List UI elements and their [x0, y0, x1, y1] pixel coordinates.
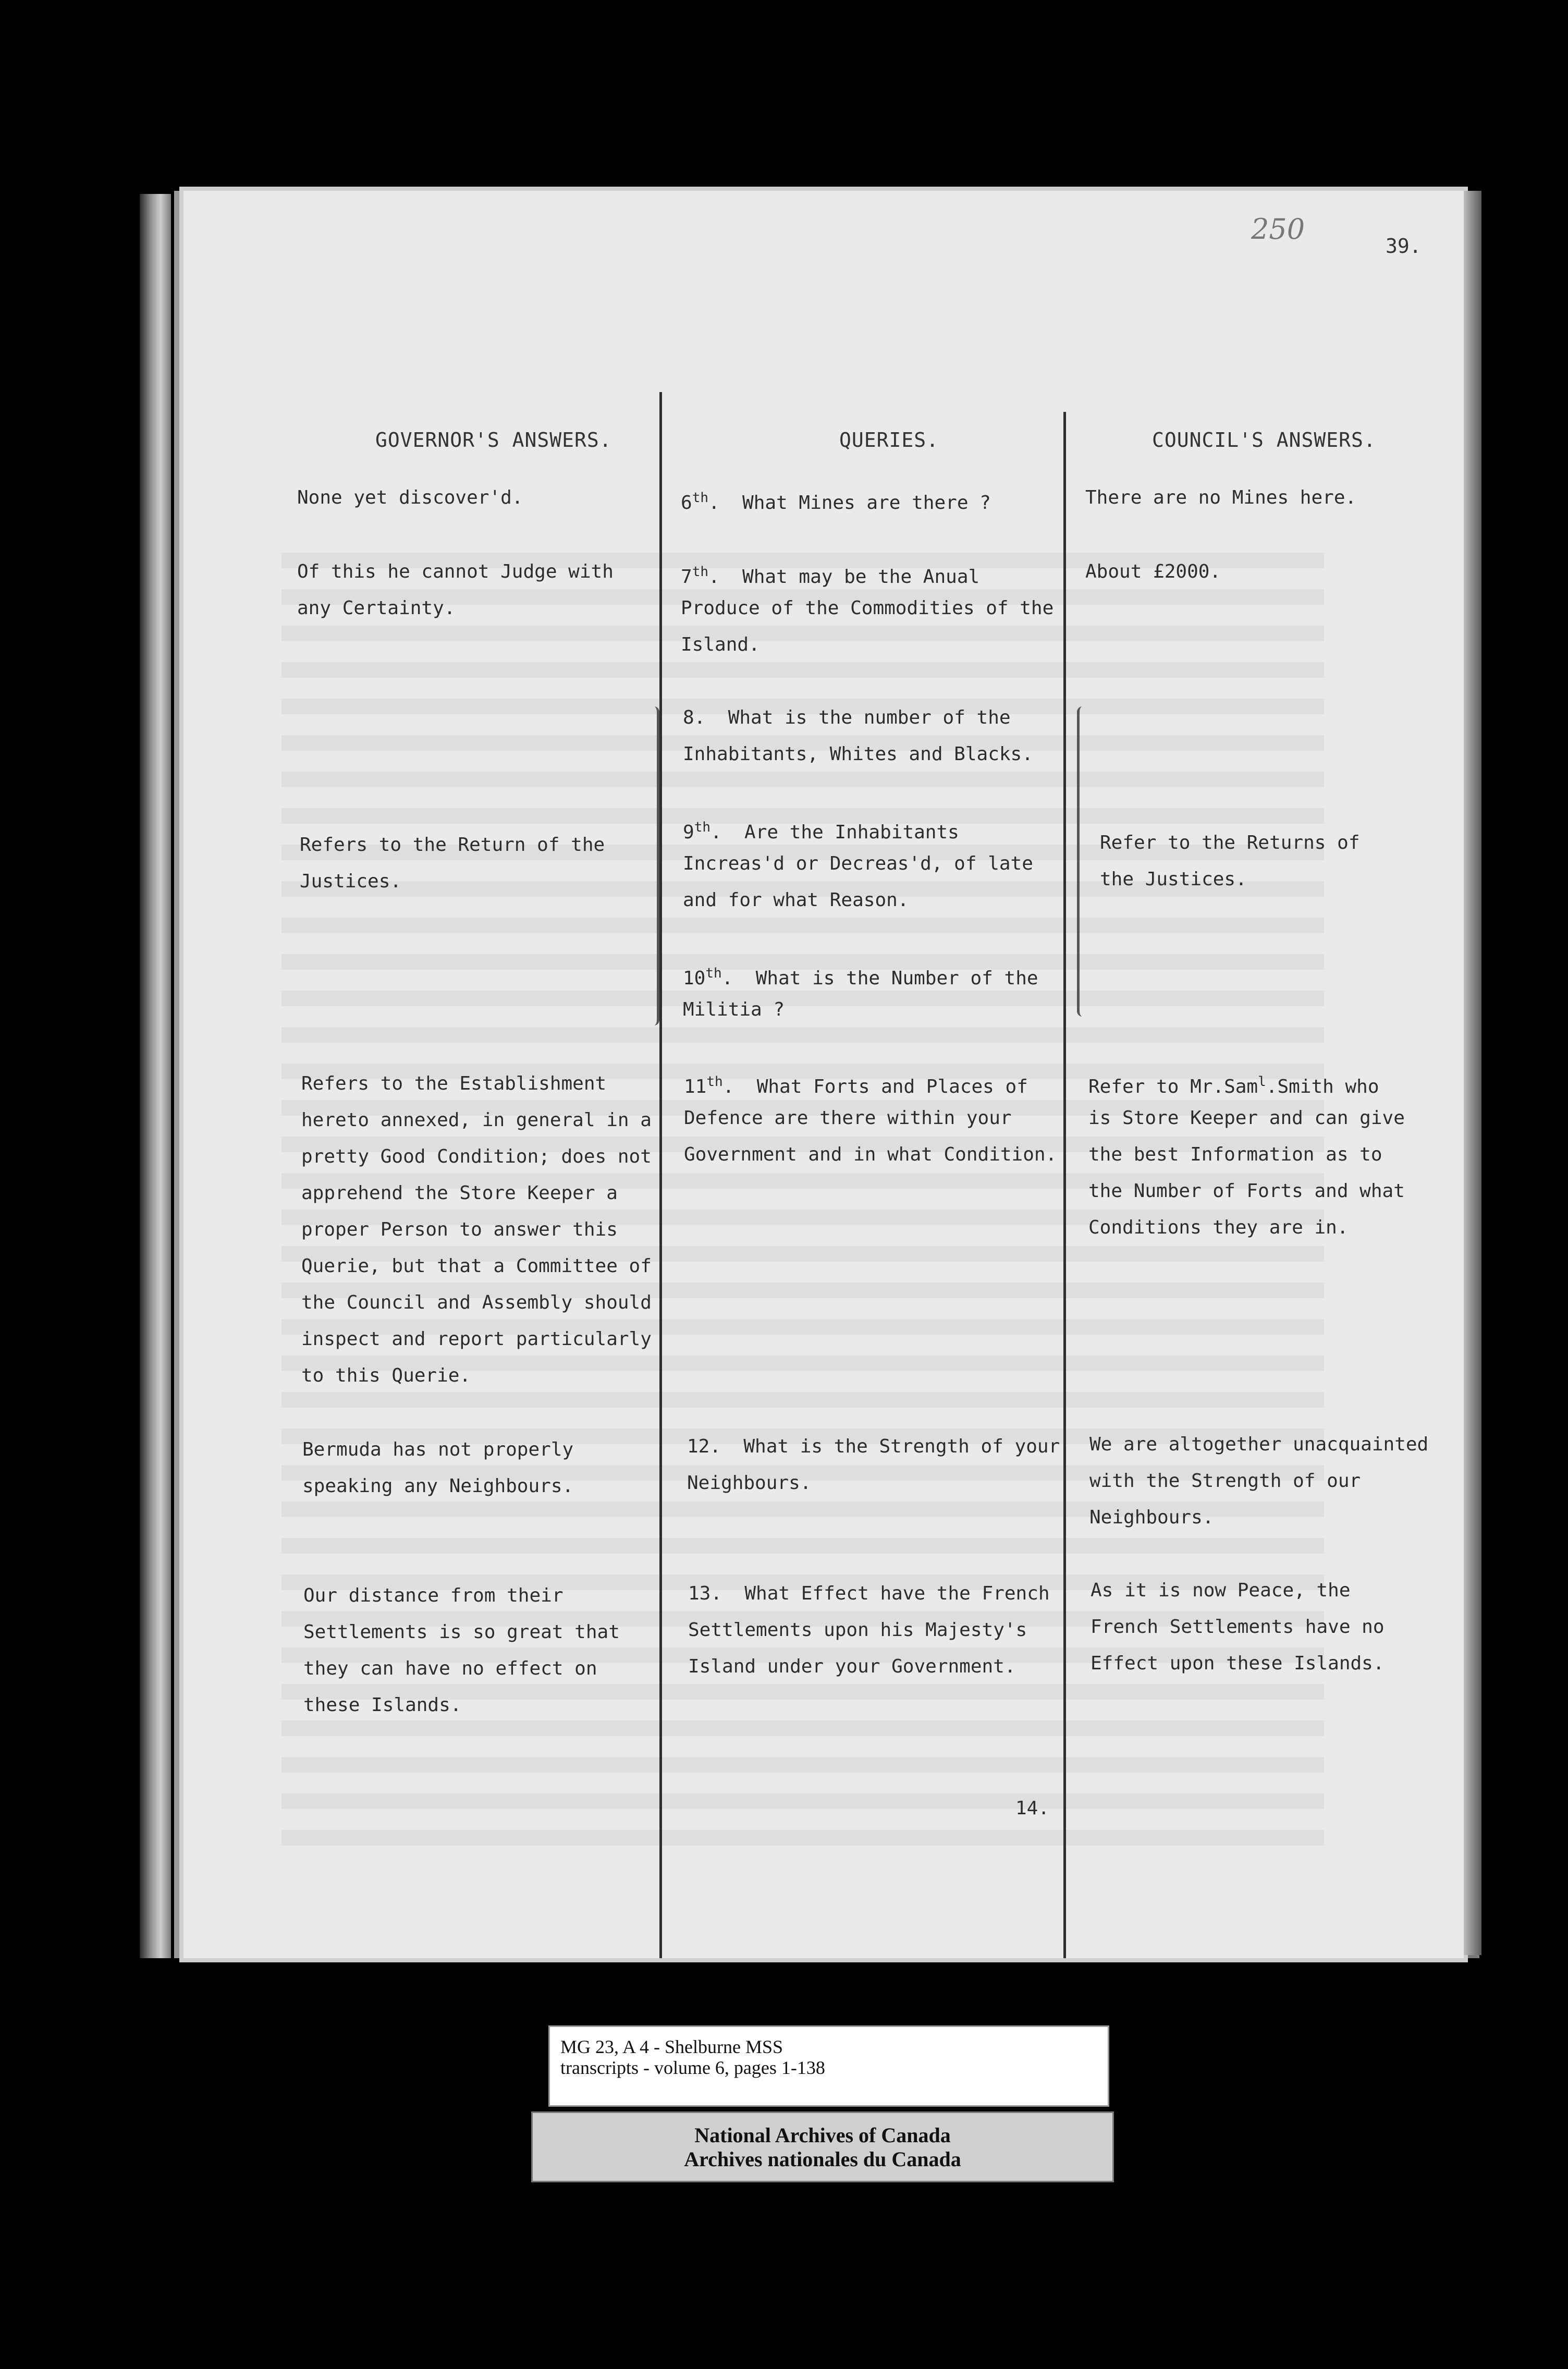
council-answer-forts-line: is Store Keeper and can give	[1088, 1107, 1405, 1129]
query-10-text: . What is the Number of the	[721, 968, 1038, 989]
council-answer-inhabitants-line: the Justices.	[1100, 869, 1247, 890]
query-11-number: 11	[684, 1076, 707, 1097]
query-7-text: . What may be the Anual	[708, 566, 980, 588]
council-answer-forts-line: Conditions they are in.	[1088, 1217, 1349, 1238]
governor-answer-forts-line: inspect and report particularly	[301, 1328, 652, 1350]
council-answer-produce: About £2000.	[1085, 561, 1221, 582]
governor-answer-inhabitants-line: Refers to the Return of the	[300, 834, 605, 856]
query-9-text: . Are the Inhabitants	[710, 822, 959, 843]
council-answer-inhabitants-line: Refer to the Returns of	[1100, 832, 1360, 853]
collection-label-line: transcripts - volume 6, pages 1-138	[560, 2057, 825, 2078]
governor-answer-forts-line: apprehend the Store Keeper a	[301, 1182, 618, 1204]
governor-answer-forts-line: Querie, but that a Committee of	[301, 1255, 652, 1277]
query-8-line: 8. What is the number of the	[683, 707, 1011, 728]
council-answer-forts-sup: l	[1258, 1074, 1266, 1090]
right-bracket-queries-8-10	[1077, 706, 1088, 1017]
council-answer-forts-line	[1088, 1064, 1379, 1105]
handwritten-folio-number: 250	[1251, 213, 1305, 246]
governor-answer-forts-line: pretty Good Condition; does not	[301, 1146, 652, 1167]
query-7-line: Island.	[681, 634, 760, 655]
governor-answer-neighbours-line: speaking any Neighbours.	[302, 1475, 574, 1497]
council-answer-mines: There are no Mines here.	[1085, 487, 1357, 508]
header-councils-answers: COUNCIL'S ANSWERS.	[1152, 429, 1376, 451]
archives-label-line: Archives nationales du Canada	[684, 2147, 961, 2171]
query-7	[681, 554, 979, 595]
query-12-line: 12. What is the Strength of your	[687, 1436, 1060, 1457]
council-answer-french-line: As it is now Peace, the	[1091, 1580, 1351, 1601]
governor-answer-forts-line: to this Querie.	[301, 1365, 471, 1386]
query-7-ordinal: th	[692, 564, 708, 580]
query-8-line: Inhabitants, Whites and Blacks.	[683, 743, 1033, 765]
query-13-line: Island under your Government.	[688, 1656, 1016, 1677]
council-answer-neighbours-line: We are altogether unacquainted	[1089, 1434, 1429, 1455]
council-answer-neighbours-line: with the Strength of our	[1089, 1470, 1361, 1492]
query-9-number: 9	[683, 822, 694, 843]
query-6-number: 6	[681, 492, 692, 514]
council-answer-forts-line: the Number of Forts and what	[1088, 1180, 1405, 1202]
query-9	[683, 809, 959, 851]
archives-label	[533, 2113, 1112, 2181]
query-11-text: . What Forts and Places of	[722, 1076, 1028, 1097]
query-6	[681, 480, 991, 521]
query-11	[684, 1064, 1028, 1105]
query-10-number: 10	[683, 968, 706, 989]
page-number: 39.	[1386, 235, 1422, 258]
governor-answer-forts-line: Refers to the Establishment	[301, 1073, 607, 1094]
page-edge	[1464, 191, 1481, 1955]
query-10	[683, 955, 1038, 997]
governor-answer-french-line: Settlements is so great that	[303, 1621, 620, 1643]
query-11-line: Government and in what Condition.	[684, 1144, 1057, 1165]
column-divider-left	[659, 392, 662, 1958]
governor-answer-produce-line: Of this he cannot Judge with	[297, 561, 614, 582]
query-13-line: 13. What Effect have the French	[688, 1583, 1050, 1604]
governor-answer-inhabitants-line: Justices.	[300, 871, 402, 892]
book-binding	[140, 194, 171, 1958]
query-10-line: Militia ?	[683, 999, 785, 1020]
query-11-ordinal: th	[706, 1074, 723, 1090]
query-9-line: and for what Reason.	[683, 889, 909, 911]
query-7-number: 7	[681, 566, 692, 588]
governor-answer-forts-line: the Council and Assembly should	[301, 1292, 652, 1313]
query-9-ordinal: th	[694, 820, 710, 835]
governor-answer-forts-line: hereto annexed, in general in a	[301, 1109, 652, 1131]
council-answer-forts-text: Refer to Mr.Sam	[1088, 1076, 1258, 1097]
council-answer-forts-line: the best Information as to	[1088, 1144, 1382, 1165]
query-11-line: Defence are there within your	[684, 1107, 1012, 1129]
left-bracket-queries-8-10	[648, 706, 659, 1025]
query-9-line: Increas'd or Decreas'd, of late	[683, 853, 1033, 874]
query-10-ordinal: th	[705, 966, 722, 981]
collection-label	[550, 2027, 1108, 2105]
council-answer-french-line: Effect upon these Islands.	[1091, 1653, 1385, 1674]
governor-answer-french-line: Our distance from their	[303, 1585, 564, 1606]
governor-answer-neighbours-line: Bermuda has not properly	[302, 1439, 574, 1460]
governor-answer-french-line: they can have no effect on	[303, 1658, 597, 1679]
collection-label-line: MG 23, A 4 - Shelburne MSS	[560, 2036, 783, 2057]
council-answer-forts-text: .Smith who	[1266, 1076, 1379, 1097]
query-6-text: . What Mines are there ?	[708, 492, 991, 514]
archives-label-line: National Archives of Canada	[694, 2123, 951, 2147]
query-6-ordinal: th	[692, 490, 708, 506]
governor-answer-mines: None yet discover'd.	[297, 487, 523, 508]
query-12-line: Neighbours.	[687, 1472, 812, 1494]
governor-answer-produce-line: any Certainty.	[297, 597, 456, 619]
council-answer-neighbours-line: Neighbours.	[1089, 1507, 1214, 1528]
query-7-line: Produce of the Commodities of the	[681, 597, 1054, 619]
header-governors-answers: GOVERNOR'S ANSWERS.	[375, 429, 612, 451]
query-13-line: Settlements upon his Majesty's	[688, 1619, 1027, 1641]
governor-answer-french-line: these Islands.	[303, 1694, 462, 1716]
header-queries: QUERIES.	[839, 429, 939, 451]
column-divider-right	[1063, 412, 1066, 1958]
council-answer-french-line: French Settlements have no	[1091, 1616, 1385, 1638]
governor-answer-forts-line: proper Person to answer this	[301, 1219, 618, 1240]
next-page-catchword: 14.	[1015, 1798, 1050, 1819]
